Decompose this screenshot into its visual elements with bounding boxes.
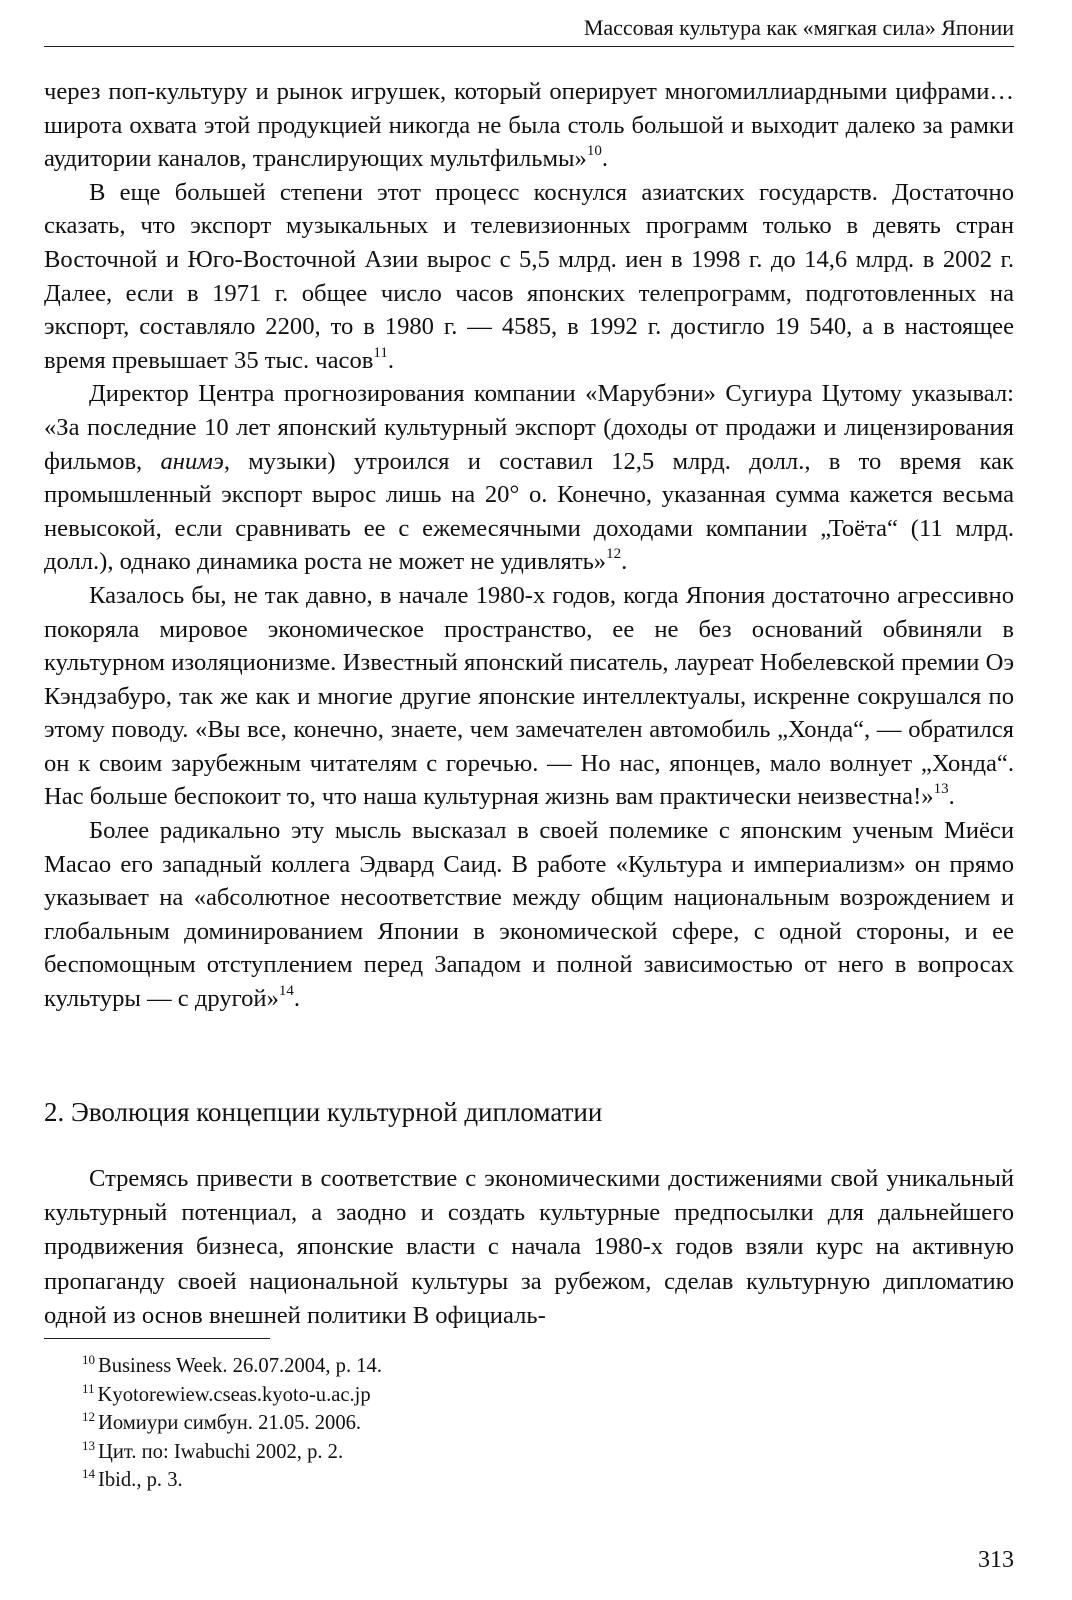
footnote-number: 10 xyxy=(82,1352,95,1367)
section-heading: 2. Эволюция концепции культурной дипломатии xyxy=(44,1097,603,1127)
punctuation: . xyxy=(621,548,628,576)
footnote-text: Business Week. 26.07.2004, p. 14. xyxy=(98,1355,382,1377)
paragraph-text: , музыки) утроился и составил 12,5 млрд. долл., в то время как промышленный экспорт вырос лишь на 20° о. Конечно, указанная сумма кажется весьма невысокой, если сравнивать ее с ежемесячными доходами компании „Тоёта“ (11 млрд. долл.), однако динамика роста не может не удивлять» xyxy=(44,447,1014,576)
footnote-number: 11 xyxy=(82,1380,95,1396)
paragraph-text: Более радикально эту мысль высказал в своей полемике с японским ученым Миёси Масао его западный коллега Эдвард Саид. В работе «Культура и империализм» он прямо указывает на «абсолютное несоответствие между общим национальным возрождением и глобальным доминированием Японии в экономической сфере, с одной стороны, и ее беспомощным отступлением перед Западом и полной зависимостью от него в вопросах культуры — с другой» xyxy=(44,817,1014,1013)
paragraph-text: В еще большей степени этот процесс коснулся азиатских государств. Достаточно сказать, что экспорт музыкальных и телевизионных программ только в девять стран Восточной и Юго-Восточной Азии вырос с 5,5 млрд. иен в 1998 г. до 14,6 млрд. в 2002 г. Далее, если в 1971 г. общее число часов японских телепрограмм, подготовленных на экспорт, составляло 2200, то в 1980 г. — 4585, в 1992 г. достигло 19 540, а в настоящее время превышает 35 тыс. часов xyxy=(44,178,1014,374)
punctuation: . xyxy=(601,145,609,173)
running-head: Массовая культура как «мягкая сила» Японии xyxy=(583,15,1014,40)
punctuation: . xyxy=(293,985,301,1013)
paragraph-text: Директор Центра прогнозирования компании «Марубэни» Сугиура Цутому указывал: «За последние 10 лет японский культурный экспорт (доходы от продажи и лицензирования фильмов, xyxy=(44,380,1014,475)
footnote-number: 13 xyxy=(82,1437,95,1453)
paragraph-text: через поп-культуру и рынок игрушек, который оперирует многомиллиардными цифрами… широта охвата этой продукцией никогда не была столь большой и выходит далеко за рамки аудитории каналов, транслирующих мультфильмы» xyxy=(44,78,1014,173)
paragraph-2 xyxy=(44,176,1014,378)
footnote-rule xyxy=(44,1338,270,1339)
footnote-11 xyxy=(82,1381,382,1410)
footnote-ref-12[interactable]: 12 xyxy=(606,546,622,563)
paragraph-text: Казалось бы, не так давно, в начале 1980-х годов, когда Япония достаточно агрессивно покоряла мировое экономическое пространство, ее не без оснований обвиняли в культурном изоляционизме. Известный японский писатель, лауреат Нобелевской премии Оэ Кэндзабуро, так же как и многие другие японские интеллектуалы, искренне сокрушался по этому поводу. «Вы все, конечно, знаете, чем замечателен автомобиль „Хонда“, — обратился он к своим зарубежным читателям с горечью. — Но нас, японцев, мало волнует „Хонда“. Нас больше беспокоит то, что наша культурная жизнь вам практически неизвестна!» xyxy=(44,581,1014,811)
footnote-text: Цит. по: Iwabuchi 2002, p. 2. xyxy=(98,1440,344,1463)
footnote-ref-11[interactable]: 11 xyxy=(373,344,388,361)
page-number: 313 xyxy=(978,1547,1014,1573)
punctuation: . xyxy=(948,783,955,811)
section-paragraph: Стремясь привести в соответствие с экономическими достижениями свой уникальный культурный потенциал, а заодно и создать культурные предпосылки для дальнейшего продвижения бизнеса, японские власти с начала 1980-х годов взяли курс на активную пропаганду своей национальной культуры за рубежом, сделав культурную дипломатию одной из основ внешней политики В официаль- xyxy=(44,1165,1014,1329)
paragraph-5 xyxy=(44,814,1014,1016)
paragraph-4 xyxy=(44,579,1014,814)
footnote-number: 14 xyxy=(82,1466,95,1481)
footnote-13 xyxy=(82,1438,382,1467)
footnote-14 xyxy=(82,1466,382,1495)
footnote-12 xyxy=(82,1409,382,1438)
footnote-ref-14[interactable]: 14 xyxy=(278,983,294,1000)
footnotes xyxy=(82,1352,382,1495)
footnote-text: Ibid., p. 3. xyxy=(98,1469,183,1491)
italic-term: анимэ xyxy=(160,447,224,475)
punctuation: . xyxy=(387,346,394,374)
footnote-number: 12 xyxy=(82,1409,95,1424)
footnote-text: Иомиури симбун. 21.05. 2006. xyxy=(98,1412,362,1434)
header-rule xyxy=(44,46,1014,47)
footnote-ref-10[interactable]: 10 xyxy=(586,143,602,160)
body-text xyxy=(44,75,1014,1016)
footnote-text: Kyotorewiew.cseas.kyoto-u.ac.jp xyxy=(97,1383,371,1406)
paragraph-3 xyxy=(44,377,1014,579)
footnote-ref-13[interactable]: 13 xyxy=(933,781,949,798)
paragraph-1 xyxy=(44,75,1014,176)
section-body xyxy=(44,1162,1014,1333)
footnote-10 xyxy=(82,1352,382,1381)
